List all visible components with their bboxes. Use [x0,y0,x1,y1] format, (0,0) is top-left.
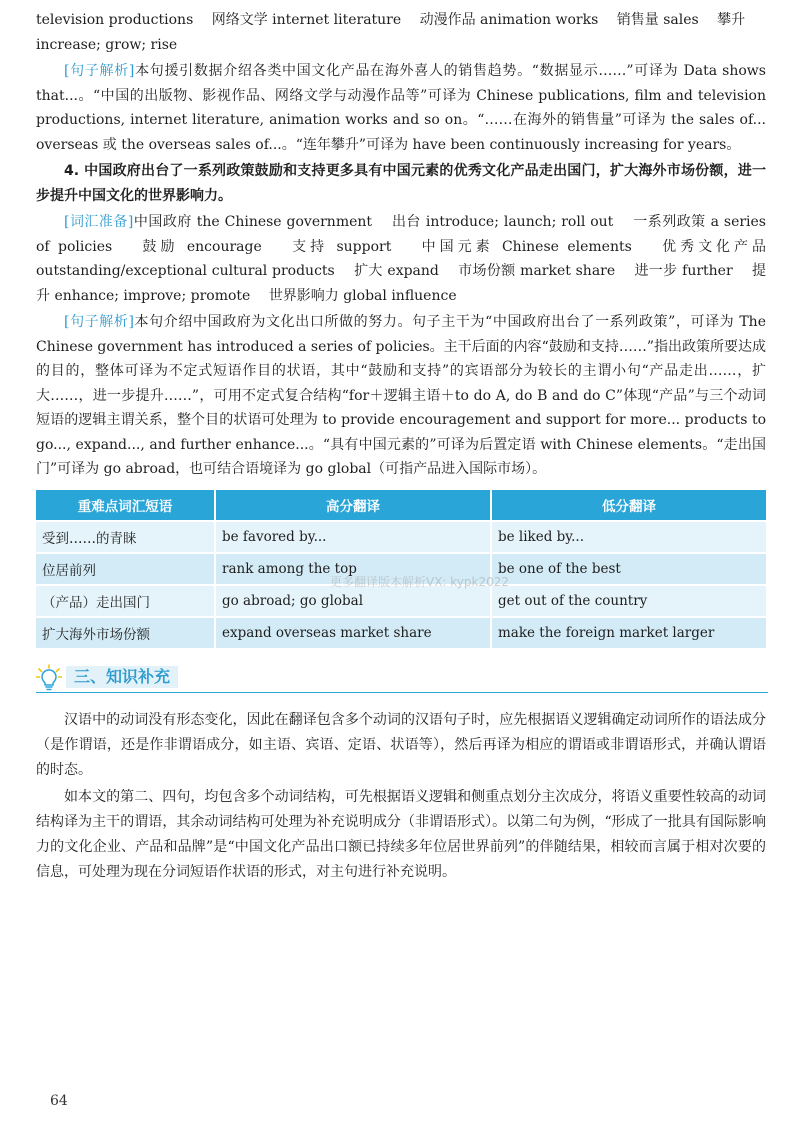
page-content [36,8,766,887]
question-text: 中国政府出台了一系列政策鼓励和支持更多具有中国元素的优秀文化产品走出国门，扩大海外市场份额，进一步提升中国文化的世界影响力。 [36,163,767,204]
table-cell: be favored by... [216,520,492,552]
knowledge-paragraph: 如本文的第二、四句，均包含多个动词结构，可先根据语义逻辑和侧重点划分主次成分，将语义重要性较高的动词结构译为主干的谓语，其余动词结构可处理为补充说明成分（非谓语形式）。以第二句为例，“形成了一批具有国际影响力的文化企业、产品和品牌”是“中国文化产品出口额已持续多年位居世界前列”的伴随结果，相较而言属于相对次要的信息，可处理为现在分词短语作状语的形式，对主句进行补充说明。 [36,788,766,880]
vocab-prep-4 [36,210,766,308]
table-cell: （产品）走出国门 [36,584,216,616]
question-number: 4. [64,163,80,179]
analysis-tag: [句子解析] [64,314,134,330]
table-cell: be one of the best [492,552,766,584]
vocab-comparison-table [36,490,766,648]
watermark-text: 更多翻译版本解析VX: kypk2022 [330,575,510,589]
vocab-continuation-line: television productions 网络文学 internet literature 动漫作品 animation works 销售量 sales 攀升 [36,12,746,28]
analysis-tag: [句子解析] [64,63,135,79]
sentence-analysis-3 [36,59,766,157]
table-cell: 位居前列 [36,552,216,584]
table-row [36,520,766,552]
vocab-tag: [词汇准备] [64,214,134,230]
vocab-continuation-line: increase; grow; rise [36,36,178,53]
knowledge-paragraph: 汉语中的动词没有形态变化，因此在翻译包含多个动词的汉语句子时，应先根据语义逻辑确定动词所作的语法成分（是作谓语，还是作非谓语成分，如主语、宾语、定语、状语等），然后再译为相应的谓语或非谓语形式，并确认谓语的时态。 [36,711,766,778]
table-header: 低分翻译 [492,490,766,520]
table-row [36,616,766,648]
section-heading [36,662,766,692]
knowledge-supplement [36,708,766,885]
section-title: 三、知识补充 [66,666,178,688]
analysis-text: 本句介绍中国政府为文化出口所做的努力。句子主干为“中国政府出台了一系列政策”，可译为 The Chinese government has introduced a series of policies。主干后面的内容“鼓励和支持……”指出政策所要达成的目的，整体可译为不定式短语作目的状语，其中“鼓励和支持”的宾语部分为较长的主谓小句“产品走出……，扩大……，进一步提升……”，可用不定式复合结构“for＋逻辑主语＋to do A, do B and do C”体现“产品”与三个动词短语的逻辑主谓关系，整个目的状语可处理为 to provide encouragement and support for more... products to go..., expand..., and further enhance...。“具有中国元素的”可译为后置定语 with Chinese elements。“走出国门”可译为 go abroad，也可结合语境译为 go global（可指产品进入国际市场）。 [36,314,766,477]
vocab-text: 中国政府 the Chinese government 出台 introduce; launch; roll out 一系列政策 a series of policies 鼓励 encourage 支持 support 中国元素 Chinese elements 优秀文化产品 outstanding/exceptional cultural products 扩大 expand 市场份额 market share 进一步 further 提升 enhance; improve; promote 世界影响力 global influence [36,214,766,304]
analysis-text: 本句援引数据介绍各类中国文化产品在海外喜人的销售趋势。“数据显示……”可译为 Data shows that...。“中国的出版物、影视作品、网络文学与动漫作品等”可译为 Chinese publications, film and television productions, internet literature, animation works and so on。“……在海外的销售量”可译为 the sales of... overseas 或 the overseas sales of...。“连年攀升”可译为 have been continuously increasing for years。 [36,63,766,153]
question-4 [36,159,766,208]
table-cell: expand overseas market share [216,616,492,648]
sentence-analysis-4 [36,310,766,482]
table-cell: get out of the country [492,584,766,616]
table-header: 高分翻译 [216,490,492,520]
table-cell: rank among the top [216,552,492,584]
table-cell: 受到……的青睐 [36,520,216,552]
page-number: 64 [50,1093,68,1109]
table-cell: be liked by... [492,520,766,552]
table-cell: make the foreign market larger [492,616,766,648]
table-header: 重难点词汇短语 [36,490,216,520]
section-divider [36,692,768,693]
table-header-row [36,490,766,520]
table-cell: go abroad; go global [216,584,492,616]
table-cell: 扩大海外市场份额 [36,616,216,648]
